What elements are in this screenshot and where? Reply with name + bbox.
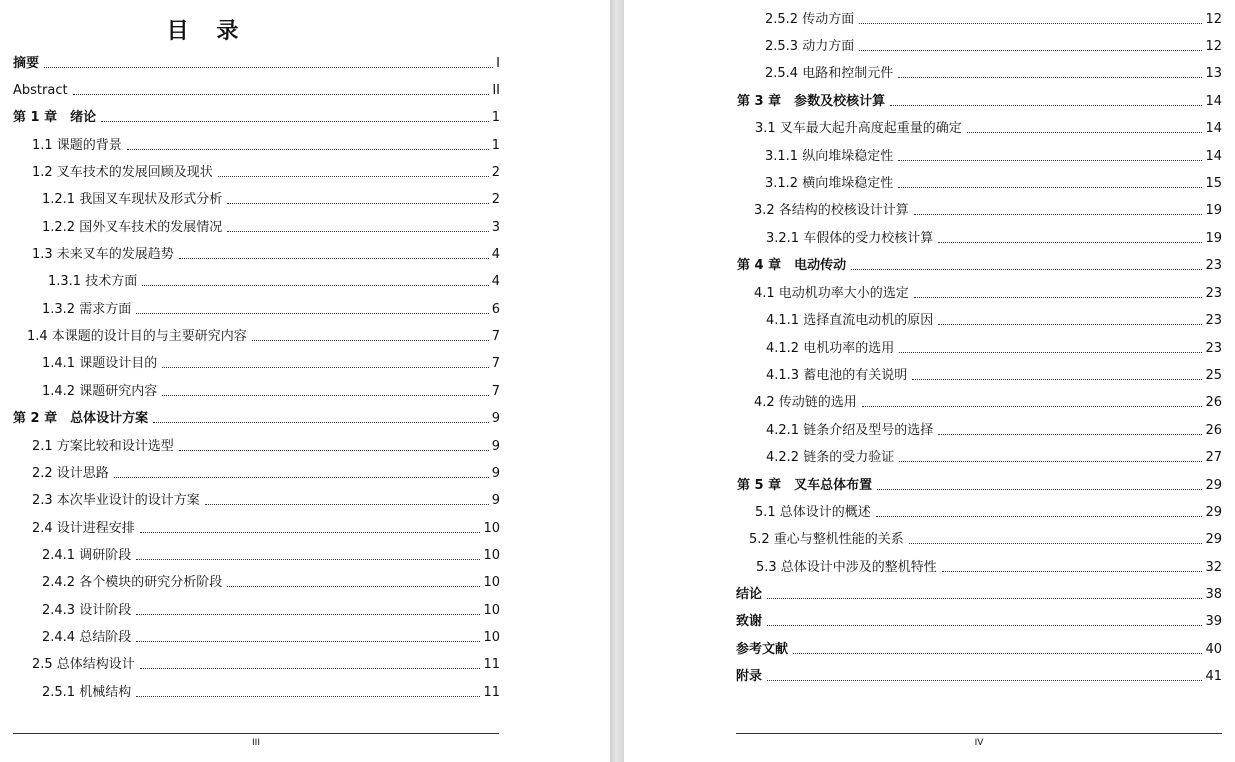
toc-leader-dots — [136, 641, 480, 642]
toc-entry-label: 第 5 章 叉车总体布置 — [737, 478, 873, 493]
toc-entry-page: 27 — [1205, 450, 1222, 465]
toc-entry-label: 1.4.2 课题研究内容 — [42, 384, 158, 399]
page-number-left: III — [252, 738, 260, 748]
toc-entry-label: 4.1.3 蓄电池的有关说明 — [766, 368, 908, 383]
toc-leader-dots — [898, 160, 1202, 161]
toc-entry-page: 23 — [1205, 313, 1222, 328]
toc-entry — [13, 54, 500, 72]
toc-entry-page: 13 — [1205, 66, 1222, 81]
toc-leader-dots — [793, 653, 1202, 654]
toc-entry-page: 12 — [1205, 39, 1222, 54]
toc-entry-page: 7 — [491, 384, 500, 399]
toc-leader-dots — [140, 668, 481, 669]
toc-entry — [32, 491, 500, 509]
toc-entry-page: 6 — [491, 302, 500, 317]
toc-entry-label: 1.2.1 我国叉车现状及形式分析 — [42, 192, 223, 207]
toc-entry — [736, 667, 1222, 685]
toc-entry-page: 26 — [1205, 395, 1222, 410]
toc-leader-dots — [938, 324, 1202, 325]
toc-entry-page: 32 — [1205, 560, 1222, 575]
toc-leader-dots — [767, 625, 1202, 626]
toc-entry-label: 3.1 叉车最大起升高度起重量的确定 — [755, 121, 962, 136]
toc-entry-page: 9 — [491, 411, 500, 426]
toc-leader-dots — [136, 696, 480, 697]
toc-leader-dots — [890, 105, 1202, 106]
toc-entry — [32, 245, 500, 263]
toc-entry-page: 3 — [491, 220, 500, 235]
toc-entry — [13, 108, 500, 126]
toc-entry-label: 1.1 课题的背景 — [32, 138, 122, 153]
toc-page-left — [0, 0, 610, 762]
toc-leader-dots — [227, 203, 489, 204]
toc-entry — [13, 81, 500, 99]
toc-entry-label: 5.3 总体设计中涉及的整机特性 — [756, 560, 937, 575]
toc-leader-dots — [767, 598, 1202, 599]
toc-entry-label: 2.4.4 总结阶段 — [42, 630, 132, 645]
toc-entry — [737, 476, 1222, 494]
toc-entry — [42, 382, 500, 400]
toc-entry — [754, 393, 1222, 411]
toc-entry — [32, 655, 500, 673]
toc-entry-page: 10 — [483, 630, 500, 645]
toc-entry-page: 1 — [491, 138, 500, 153]
toc-entry-label: Abstract — [13, 83, 68, 98]
toc-entry-page: 10 — [483, 521, 500, 536]
toc-entry-label: 4.1.2 电机功率的选用 — [766, 341, 895, 356]
toc-entry — [42, 628, 500, 646]
toc-entry — [48, 272, 500, 290]
toc-entry-label: 1.2 叉车技术的发展回顾及现状 — [32, 165, 213, 180]
toc-leader-dots — [938, 242, 1202, 243]
toc-entry-label: 1.2.2 国外叉车技术的发展情况 — [42, 220, 223, 235]
toc-entry-label: 2.5 总体结构设计 — [32, 657, 135, 672]
toc-leader-dots — [252, 340, 489, 341]
toc-leader-dots — [859, 23, 1202, 24]
toc-entry — [765, 37, 1222, 55]
toc-entry-label: 3.2 各结构的校核设计计算 — [754, 203, 909, 218]
toc-entry-page: 41 — [1205, 669, 1222, 684]
toc-entry-label: 2.4.2 各个模块的研究分析阶段 — [42, 575, 223, 590]
toc-leader-dots — [218, 176, 489, 177]
toc-leader-dots — [909, 543, 1203, 544]
toc-entry-page: 29 — [1205, 478, 1222, 493]
toc-entry-label: 2.2 设计思路 — [32, 466, 109, 481]
toc-entry-label: 4.2.2 链条的受力验证 — [766, 450, 895, 465]
toc-entry-label: 5.2 重心与整机性能的关系 — [749, 532, 904, 547]
toc-entry — [32, 437, 500, 455]
toc-leader-dots — [162, 367, 489, 368]
toc-entry — [754, 284, 1222, 302]
toc-entry — [756, 558, 1222, 576]
toc-title: 目 录 — [166, 19, 249, 44]
toc-entry-label: 致谢 — [736, 614, 763, 629]
toc-entry-page: II — [492, 83, 500, 98]
toc-entry — [13, 409, 500, 427]
toc-entry-label: 2.5.1 机械结构 — [42, 685, 132, 700]
toc-entry-label: 1.3 未来叉车的发展趋势 — [32, 247, 174, 262]
toc-entry-label: 1.4.1 课题设计目的 — [42, 356, 158, 371]
toc-entry — [32, 163, 500, 181]
toc-leader-dots — [938, 434, 1202, 435]
toc-entry-label: 1.4 本课题的设计目的与主要研究内容 — [27, 329, 247, 344]
toc-leader-dots — [136, 559, 480, 560]
toc-leader-dots — [227, 586, 480, 587]
toc-leader-dots — [73, 94, 490, 95]
toc-entry — [755, 119, 1222, 137]
toc-leader-dots — [862, 406, 1203, 407]
toc-entry-page: 23 — [1205, 286, 1222, 301]
toc-entry — [42, 573, 500, 591]
toc-entry — [736, 612, 1222, 630]
toc-leader-dots — [136, 614, 480, 615]
toc-entry — [765, 147, 1222, 165]
toc-entry-label: 摘要 — [13, 56, 40, 71]
toc-entry-page: 9 — [491, 493, 500, 508]
toc-entry — [766, 229, 1222, 247]
toc-entry-page: 19 — [1205, 203, 1222, 218]
toc-entry-page: 26 — [1205, 423, 1222, 438]
toc-leader-dots — [162, 395, 489, 396]
toc-entry-page: 15 — [1205, 176, 1222, 191]
toc-leader-dots — [179, 450, 489, 451]
toc-entry-label: 4.2.1 链条介绍及型号的选择 — [766, 423, 934, 438]
toc-entry-label: 1.3.1 技术方面 — [48, 274, 138, 289]
toc-entry — [765, 10, 1222, 28]
toc-leader-dots — [101, 121, 489, 122]
toc-entry — [754, 201, 1222, 219]
toc-entry — [42, 218, 500, 236]
toc-leader-dots — [898, 187, 1202, 188]
toc-entry-page: 29 — [1205, 532, 1222, 547]
toc-entry — [42, 354, 500, 372]
toc-leader-dots — [44, 67, 493, 68]
toc-entry-page: 4 — [491, 274, 500, 289]
toc-entry — [42, 190, 500, 208]
toc-entry — [766, 311, 1222, 329]
toc-entry-label: 4.1.1 选择直流电动机的原因 — [766, 313, 934, 328]
toc-leader-dots — [140, 532, 481, 533]
toc-page-right — [624, 0, 1235, 762]
toc-entry-label: 1.3.2 需求方面 — [42, 302, 132, 317]
toc-entry-label: 参考文献 — [736, 642, 789, 657]
toc-entry-page: 2 — [491, 165, 500, 180]
toc-entry-label: 2.3 本次毕业设计的设计方案 — [32, 493, 200, 508]
toc-entry-page: 23 — [1205, 258, 1222, 273]
toc-leader-dots — [205, 504, 489, 505]
toc-leader-dots — [767, 680, 1202, 681]
toc-entry — [766, 366, 1222, 384]
toc-entry-label: 第 2 章 总体设计方案 — [13, 411, 149, 426]
toc-entry-label: 2.5.4 电路和控制元件 — [765, 66, 894, 81]
toc-entry-label: 第 3 章 参数及校核计算 — [737, 94, 886, 109]
toc-entry-label: 3.1.1 纵向堆垛稳定性 — [765, 149, 894, 164]
toc-leader-dots — [136, 313, 489, 314]
toc-entry — [765, 174, 1222, 192]
toc-entry-page: 9 — [491, 466, 500, 481]
toc-entry-page: 14 — [1205, 121, 1222, 136]
toc-entry-label: 2.4.3 设计阶段 — [42, 603, 132, 618]
toc-entry-label: 第 4 章 电动传动 — [737, 258, 847, 273]
toc-leader-dots — [859, 50, 1202, 51]
toc-entry-page: 39 — [1205, 614, 1222, 629]
toc-entry — [27, 327, 500, 345]
footer-rule — [13, 733, 499, 734]
toc-entry-label: 3.1.2 横向堆垛稳定性 — [765, 176, 894, 191]
toc-entry-page: I — [496, 56, 500, 71]
toc-entry-page: 12 — [1205, 12, 1222, 27]
toc-entry — [766, 339, 1222, 357]
toc-entry-page: 11 — [483, 657, 500, 672]
toc-entry — [42, 683, 500, 701]
toc-entry-label: 4.1 电动机功率大小的选定 — [754, 286, 909, 301]
toc-entry-page: 38 — [1205, 587, 1222, 602]
toc-entry-page: 25 — [1205, 368, 1222, 383]
toc-entry — [755, 503, 1222, 521]
toc-entry-page: 10 — [483, 548, 500, 563]
toc-leader-dots — [912, 379, 1202, 380]
toc-entry — [749, 530, 1222, 548]
toc-entry-label: 第 1 章 绪论 — [13, 110, 97, 125]
toc-entry-page: 7 — [491, 356, 500, 371]
toc-entry — [32, 464, 500, 482]
page-gutter — [610, 0, 624, 762]
toc-entry — [766, 421, 1222, 439]
toc-entry — [736, 585, 1222, 603]
toc-entry-label: 结论 — [736, 587, 763, 602]
footer-rule — [736, 733, 1222, 734]
toc-entry — [42, 546, 500, 564]
toc-entry-page: 40 — [1205, 642, 1222, 657]
toc-leader-dots — [914, 214, 1203, 215]
toc-entry-page: 9 — [491, 439, 500, 454]
toc-leader-dots — [153, 422, 489, 423]
toc-leader-dots — [898, 77, 1202, 78]
toc-entry-label: 2.4.1 调研阶段 — [42, 548, 132, 563]
toc-leader-dots — [114, 477, 489, 478]
toc-leader-dots — [142, 285, 489, 286]
toc-entry-page: 19 — [1205, 231, 1222, 246]
toc-leader-dots — [227, 231, 489, 232]
toc-entry — [42, 601, 500, 619]
toc-entry-label: 3.2.1 车假体的受力校核计算 — [766, 231, 934, 246]
toc-entry-page: 10 — [483, 603, 500, 618]
toc-entry — [42, 300, 500, 318]
toc-entry — [32, 519, 500, 537]
toc-leader-dots — [914, 297, 1203, 298]
toc-entry — [737, 92, 1222, 110]
toc-entry-label: 2.4 设计进程安排 — [32, 521, 135, 536]
toc-leader-dots — [179, 258, 489, 259]
toc-entry-label: 2.5.3 动力方面 — [765, 39, 855, 54]
toc-entry-page: 11 — [483, 685, 500, 700]
toc-entry-page: 4 — [491, 247, 500, 262]
toc-leader-dots — [877, 489, 1202, 490]
toc-entry-page: 1 — [491, 110, 500, 125]
toc-entry-page: 23 — [1205, 341, 1222, 356]
toc-leader-dots — [876, 516, 1203, 517]
toc-entry — [736, 640, 1222, 658]
toc-leader-dots — [967, 132, 1203, 133]
toc-entry — [765, 64, 1222, 82]
toc-entry-page: 14 — [1205, 149, 1222, 164]
toc-entry — [737, 256, 1222, 274]
toc-entry — [766, 448, 1222, 466]
toc-entry-page: 10 — [483, 575, 500, 590]
page-number-right: IV — [974, 738, 984, 748]
toc-leader-dots — [127, 149, 489, 150]
toc-entry-label: 2.5.2 传动方面 — [765, 12, 855, 27]
toc-entry-label: 5.1 总体设计的概述 — [755, 505, 871, 520]
toc-entry-label: 2.1 方案比较和设计选型 — [32, 439, 174, 454]
toc-entry-label: 4.2 传动链的选用 — [754, 395, 857, 410]
toc-entry-page: 2 — [491, 192, 500, 207]
toc-entry — [32, 136, 500, 154]
toc-leader-dots — [851, 269, 1202, 270]
toc-leader-dots — [899, 461, 1202, 462]
toc-entry-page: 29 — [1205, 505, 1222, 520]
toc-leader-dots — [899, 352, 1202, 353]
toc-entry-page: 14 — [1205, 94, 1222, 109]
toc-entry-label: 附录 — [736, 669, 763, 684]
toc-leader-dots — [942, 571, 1203, 572]
toc-entry-page: 7 — [491, 329, 500, 344]
